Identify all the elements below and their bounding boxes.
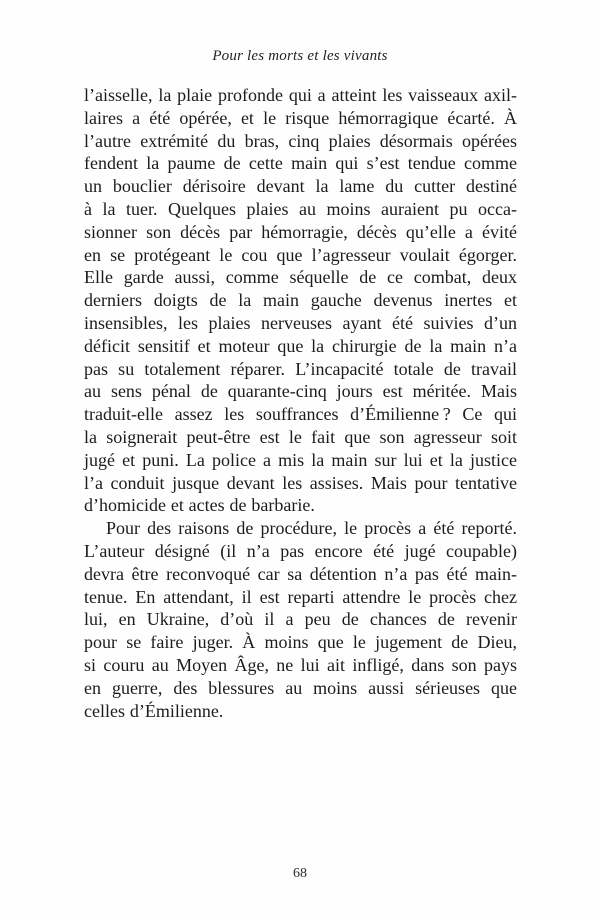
- text-line: Elle garde aussi, comme séquelle de ce combat, deux: [84, 267, 517, 288]
- text-line: d’homicide et actes de barbarie.: [84, 495, 315, 516]
- page-number: 68: [293, 866, 307, 881]
- text-line: à la tuer. Quelques plaies au moins auraient pu occa-: [84, 198, 517, 219]
- text-line: au sens pénal de quarante-cinq jours est méritée. Mais: [84, 381, 517, 402]
- text-line: l’autre extrémité du bras, cinq plaies désormais opérées: [84, 130, 517, 151]
- text-line: lui, en Ukraine, d’où il a peu de chances de revenir: [84, 609, 517, 630]
- text-line: devra être reconvoqué car sa détention n’a pas été main-: [84, 563, 517, 584]
- text-line: Pour des raisons de procédure, le procès a été reporté.: [106, 518, 517, 539]
- body-text: [84, 84, 517, 722]
- text-line: celles d’Émilienne.: [84, 700, 224, 721]
- paragraph: [84, 84, 517, 517]
- text-line: en guerre, des blessures au moins aussi sérieuses que: [84, 677, 517, 698]
- text-line: sionner son décès par hémorragie, décès qu’elle a évité: [84, 221, 517, 242]
- text-line: L’auteur désigné (il n’a pas encore été jugé coupable): [84, 540, 517, 561]
- text-line: pour se faire juger. À moins que le jugement de Dieu,: [84, 632, 517, 653]
- text-line: derniers doigts de la main gauche devenus inertes et: [84, 290, 517, 311]
- text-line: en se protégeant le cou que l’agresseur voulait égorger.: [84, 244, 517, 265]
- text-line: pas su totalement réparer. L’incapacité totale de travail: [84, 358, 517, 379]
- text-line: déficit sensitif et moteur que la chirurgie de la main n’a: [84, 335, 517, 356]
- paragraph: [84, 517, 517, 722]
- text-line: laires a été opérée, et le risque hémorragique écarté. À: [84, 107, 517, 128]
- text-line: jugé et puni. La police a mis la main sur lui et la justice: [84, 449, 517, 470]
- running-header: Pour les morts et les vivants: [212, 48, 388, 64]
- text-line: si couru au Moyen Âge, ne lui ait infligé, dans son pays: [84, 654, 517, 675]
- text-line: un bouclier dérisoire devant la lame du cutter destiné: [84, 176, 517, 197]
- text-line: fendent la paume de cette main qui s’est tendue comme: [84, 153, 517, 174]
- text-line: traduit-elle assez les souffrances d’Émilienne ? Ce qui: [84, 404, 517, 425]
- text-line: insensibles, les plaies nerveuses ayant été suivies d’un: [84, 312, 517, 333]
- text-line: tenue. En attendant, il est reparti attendre le procès chez: [84, 586, 517, 607]
- text-line: l’aisselle, la plaie profonde qui a atteint les vaisseaux axil-: [84, 85, 517, 105]
- text-line: l’a conduit jusque devant les assises. Mais pour tentative: [84, 472, 517, 493]
- text-line: la soignerait peut-être est le fait que son agresseur soit: [84, 426, 517, 447]
